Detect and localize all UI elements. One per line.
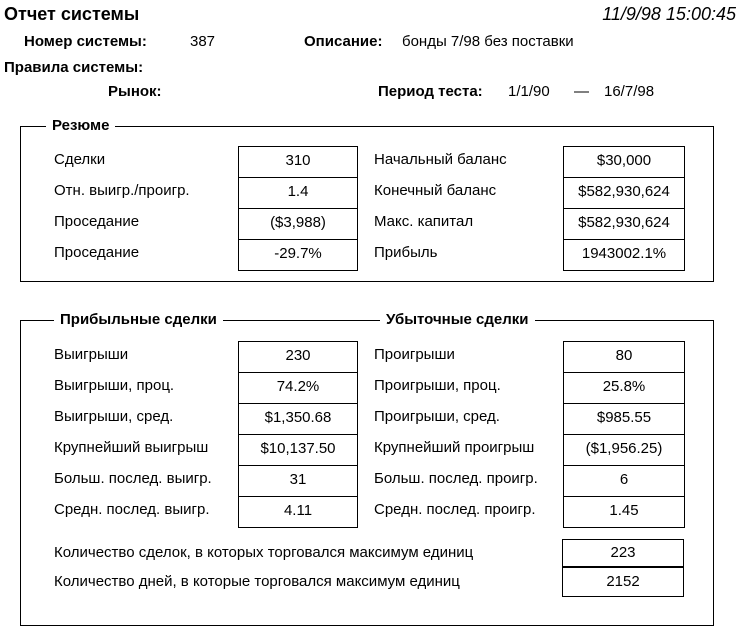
- system-number-label: Номер системы:: [24, 33, 147, 50]
- summary-left-value-box: ($3,988): [238, 209, 358, 240]
- summary-left-label: Проседание: [54, 244, 140, 261]
- summary-right-label: Макс. капитал: [374, 213, 474, 230]
- losing-trades-value-box: ($1,956.25): [563, 435, 685, 466]
- losing-trades-label: Проигрыши, проц.: [374, 377, 501, 394]
- max-units-trades-value: 223: [562, 539, 684, 567]
- summary-left-label: Сделки: [54, 151, 106, 168]
- market-label: Рынок:: [108, 83, 162, 100]
- winning-trades-label: Выигрыши, сред.: [54, 408, 174, 425]
- summary-right-label: Конечный баланс: [374, 182, 497, 199]
- summary-right-value-box: $30,000: [563, 146, 685, 178]
- system-rules-label: Правила системы:: [4, 59, 144, 76]
- winning-trades-legend: Прибыльные сделки: [54, 311, 223, 329]
- losing-trades-label: Крупнейший проигрыш: [374, 439, 535, 456]
- test-period-label: Период теста:: [378, 83, 483, 100]
- winning-trades-value-box: 230: [238, 341, 358, 373]
- winning-trades-value-box: $1,350.68: [238, 404, 358, 435]
- losing-trades-value-box: 6: [563, 466, 685, 497]
- losing-trades-label: Больш. послед. проигр.: [374, 470, 538, 487]
- max-units-days-label: Количество дней, в которые торговался максимум единиц: [54, 573, 460, 590]
- winning-trades-value-box: 31: [238, 466, 358, 497]
- summary-left-value-box: 310: [238, 146, 358, 178]
- winning-trades-label: Выигрыши, проц.: [54, 377, 175, 394]
- winning-trades-label: Больш. послед. выигр.: [54, 470, 212, 487]
- winning-trades-label: Крупнейший выигрыш: [54, 439, 209, 456]
- losing-trades-label: Средн. послед. проигр.: [374, 501, 536, 518]
- winning-trades-label: Средн. послед. выигр.: [54, 501, 210, 518]
- summary-left-label: Проседание: [54, 213, 140, 230]
- losing-trades-label: Проигрыши: [374, 346, 455, 363]
- max-units-trades-label: Количество сделок, в которых торговался максимум единиц: [54, 544, 474, 561]
- test-period-start: 1/1/90: [508, 83, 550, 100]
- summary-left-value-box: -29.7%: [238, 240, 358, 271]
- winning-trades-label: Выигрыши: [54, 346, 129, 363]
- losing-trades-legend: Убыточные сделки: [380, 311, 535, 329]
- winning-trades-value-box: 74.2%: [238, 373, 358, 404]
- summary-left-label: Отн. выигр./проигр.: [54, 182, 190, 199]
- test-period-dash: —: [574, 83, 589, 100]
- losing-trades-value-box: 80: [563, 341, 685, 373]
- winning-trades-value-box: $10,137.50: [238, 435, 358, 466]
- losing-trades-value-box: 1.45: [563, 497, 685, 528]
- max-units-days-value: 2152: [562, 567, 684, 597]
- summary-right-value-box: 1943002.1%: [563, 240, 685, 271]
- summary-right-value-box: $582,930,624: [563, 209, 685, 240]
- report-title: Отчет системы: [4, 4, 140, 24]
- legend-separator-line: [252, 320, 374, 321]
- system-number-value: 387: [190, 33, 216, 50]
- summary-right-label: Начальный баланс: [374, 151, 507, 168]
- summary-left-value-box: 1.4: [238, 178, 358, 209]
- losing-trades-label: Проигрыши, сред.: [374, 408, 500, 425]
- test-period-end: 16/7/98: [604, 83, 655, 100]
- losing-trades-value-box: 25.8%: [563, 373, 685, 404]
- summary-legend: Резюме: [46, 117, 115, 135]
- description-value: бонды 7/98 без поставки: [402, 33, 574, 50]
- summary-right-label: Прибыль: [374, 244, 438, 261]
- description-label: Описание:: [304, 33, 383, 50]
- report-datetime: 11/9/98 15:00:45: [602, 4, 736, 24]
- losing-trades-value-box: $985.55: [563, 404, 685, 435]
- winning-trades-value-box: 4.11: [238, 497, 358, 528]
- summary-right-value-box: $582,930,624: [563, 178, 685, 209]
